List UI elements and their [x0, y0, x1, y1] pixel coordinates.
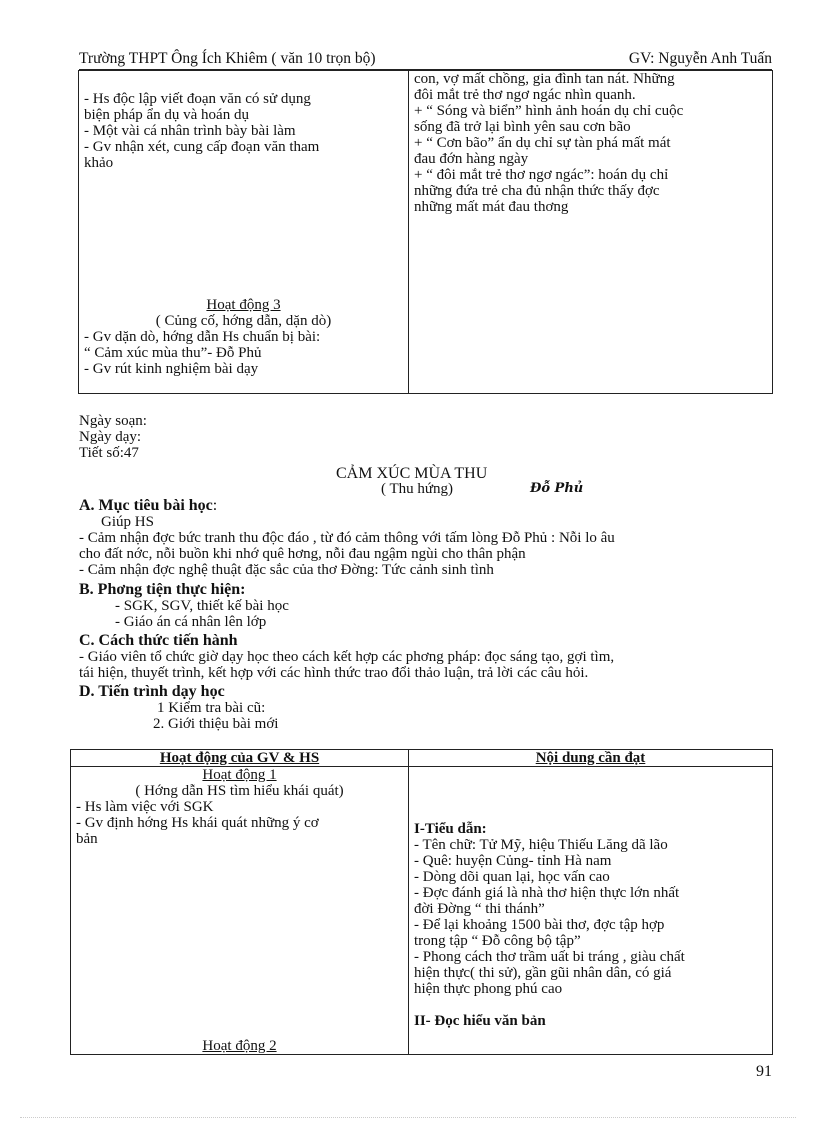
- text-line: hiện thực( thi sử), gần gũi nhân dân, có giá: [414, 965, 672, 981]
- text-line: - Phong cách thơ trầm uất bi tráng , giàu chất: [414, 949, 685, 965]
- text-line: - Gv dặn dò, hớng dẫn Hs chuẩn bị bài:: [84, 329, 321, 345]
- date-taught: Ngày dạy:: [79, 429, 142, 445]
- text-line: trong tập “ Đỗ công bộ tập”: [414, 933, 581, 949]
- page-number: 91: [756, 1063, 772, 1080]
- text-line: đau đớn hàng ngày: [414, 151, 529, 167]
- text-line: - Dòng dõi quan lại, học vấn cao: [414, 869, 610, 885]
- section-1-title: I-Tiểu dẫn:: [414, 821, 487, 837]
- activity-3-title: Hoạt động 3: [206, 297, 281, 313]
- text-line: cho đất nớc, nỗi buồn khi nhớ quê hơng, nỗi đau ngậm ngùi cho thân phận: [79, 546, 526, 562]
- page-bottom-rule: [20, 1117, 796, 1118]
- text-line: bản: [76, 831, 98, 847]
- text-line: hiện thực phong phú cao: [414, 981, 563, 997]
- section-d-title: D. Tiến trình dạy học: [79, 683, 225, 700]
- text-line: - Hs độc lập viết đoạn văn có sử dụng: [84, 91, 311, 107]
- text-line: - Giáo viên tổ chức giờ dạy học theo cách kết hợp các phơng pháp: đọc sáng tạo, gợi tìm,: [79, 649, 615, 665]
- text-line: - SGK, SGV, thiết kế bài học: [115, 598, 289, 614]
- activities-cell: [71, 767, 409, 1055]
- text-line: - Cảm nhận đợc nghệ thuật đặc sắc của thơ Đờng: Tức cảnh sinh tình: [79, 562, 494, 578]
- poem-author: Đỗ Phủ: [530, 481, 584, 496]
- date-prepared: Ngày soạn:: [79, 413, 147, 429]
- section-b-title: B. Phơng tiện thực hiện:: [79, 581, 246, 598]
- text-line: - Gv rút kinh nghiệm bài dạy: [84, 361, 259, 377]
- text-line: - Hs làm việc với SGK: [76, 799, 214, 815]
- left-cell: [79, 71, 409, 394]
- teacher-name: GV: Nguyễn Anh Tuấn: [628, 50, 772, 67]
- activity-1-subtitle: ( Hớng dẫn HS tìm hiểu khái quát): [135, 783, 344, 799]
- text-line: con, vợ mất chồng, gia đình tan nát. Những: [414, 71, 675, 87]
- column-header-content: [409, 750, 773, 767]
- text-line: - Gv nhận xét, cung cấp đoạn văn tham: [84, 139, 320, 155]
- text-line: 1 Kiểm tra bài cũ:: [157, 700, 266, 716]
- activity-1-title: Hoạt động 1: [202, 767, 277, 783]
- text-line: + “ Cơn bão” ẩn dụ chỉ sự tàn phá mất mát: [414, 135, 671, 151]
- lesson-plan-table: [70, 749, 773, 1055]
- right-cell: [409, 71, 773, 394]
- section-a: [79, 497, 772, 578]
- text-line: - Quê: huyện Củng- tỉnh Hà nam: [414, 853, 612, 869]
- text-line: “ Cảm xúc mùa thu”- Đỗ Phủ: [84, 345, 262, 361]
- activity-2-title: Hoạt động 2: [202, 1038, 277, 1054]
- text-line: đời Đờng “ thi thánh”: [414, 901, 545, 917]
- text-line: - Gv định hớng Hs khái quát những ý cơ: [76, 815, 319, 831]
- text-line: - Giáo án cá nhân lên lớp: [115, 614, 267, 630]
- text-line: những đứa trẻ cha đủ nhận thức thấy đợc: [414, 183, 660, 199]
- text-line: đôi mắt trẻ thơ ngơ ngác nhìn quanh.: [414, 87, 636, 103]
- lesson-meta: [79, 413, 147, 461]
- text-line: - Đợc đánh giá là nhà thơ hiện thực lớn nhất: [414, 885, 680, 901]
- text-line: 2. Giới thiệu bài mới: [153, 716, 279, 732]
- text-line: + “ Sóng và biển” hình ảnh hoán dụ chỉ cuộc: [414, 103, 684, 119]
- page-header: [79, 50, 772, 70]
- text-line: biện pháp ẩn dụ và hoán dụ: [84, 107, 249, 123]
- activity-table-continued: [78, 70, 773, 394]
- lesson-number: Tiết số:47: [79, 445, 139, 461]
- section-d: [79, 683, 772, 732]
- text-line: khảo: [84, 155, 114, 171]
- text-line: - Một vài cá nhân trình bày bài làm: [84, 123, 296, 139]
- text-line: Giúp HS: [101, 514, 154, 530]
- text-line: những mất mát đau thơng: [414, 199, 569, 215]
- section-a-title: A. Mục tiêu bài học: [79, 497, 213, 514]
- content-cell: [409, 767, 773, 1055]
- poem-subtitle: ( Thu hứng): [381, 481, 454, 497]
- section-2-title: II- Đọc hiểu văn bản: [414, 1013, 546, 1029]
- poem-title: CẢM XÚC MÙA THU: [336, 465, 488, 482]
- text-line: + “ đôi mắt trẻ thơ ngơ ngác”: hoán dụ chỉ: [414, 167, 669, 183]
- section-a-colon: :: [212, 497, 218, 514]
- text-line: - Tên chữ: Tử Mỹ, hiệu Thiếu Lăng dã lão: [414, 837, 668, 853]
- section-c-title: C. Cách thức tiến hành: [79, 632, 238, 649]
- section-c: [79, 632, 772, 681]
- text-line: - Cảm nhận đợc bức tranh thu độc đáo , từ đó cảm thông với tấm lòng Đỗ Phủ : Nỗi lo âu: [79, 530, 615, 546]
- activity-3-subtitle: ( Củng cố, hớng dẫn, dặn dò): [155, 313, 332, 329]
- text-line: sống đã trở lại bình yên sau cơn bão: [414, 119, 631, 135]
- text-line: tái hiện, thuyết trình, kết hợp với các hình thức trao đổi thảo luận, trả lời các câu hỏi.: [79, 665, 589, 681]
- column-header-activities: [71, 750, 409, 767]
- section-b: [79, 581, 772, 630]
- col1-header-text: Hoạt động của GV & HS: [159, 750, 320, 766]
- school-name: Trường THPT Ông Ích Khiêm ( văn 10 trọn bộ): [79, 50, 376, 67]
- col2-header-text: Nội dung cần đạt: [535, 750, 646, 766]
- text-line: - Để lại khoảng 1500 bài thơ, đợc tập hợp: [414, 917, 665, 933]
